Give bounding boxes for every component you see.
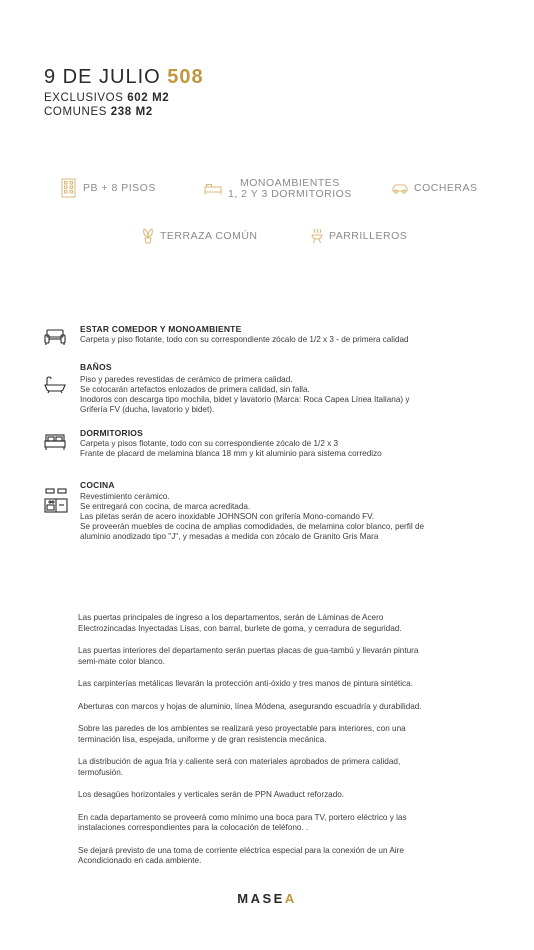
street-number: 508	[167, 66, 204, 88]
feature-text: Carpeta y piso flotante, todo con su correspondiente zócalo de 1/2 x 3 - de primera calidad	[80, 335, 409, 344]
note-paragraph: Las puertas interiores del departamento serán puertas placas de gua-tambú y llevarán pintura semi-mate color blanco.	[78, 646, 419, 666]
feature-text: Las piletas serán de acero inoxidable JOHNSON con grifería Mono-comando FV.	[80, 512, 375, 521]
street-name: 9 DE JULIO	[44, 66, 161, 88]
grill-icon	[311, 228, 323, 244]
feature-bathrooms	[44, 362, 494, 415]
kitchen-icon	[44, 488, 68, 519]
amenity-label: COCHERAS	[414, 182, 478, 194]
feature-bedrooms	[44, 428, 494, 459]
note-paragraph: Los desagües horizontales y verticales serán de PPN Awaduct reforzado.	[78, 790, 345, 799]
amenity-garage	[392, 183, 478, 194]
feature-living	[44, 324, 494, 345]
amenity-label: MONOAMBIENTES 1, 2 Y 3 DORMITORIOS	[228, 177, 352, 200]
feature-text: Carpeta y pisos flotante, todo con su correspondiente zócalo de 1/2 x 3	[80, 439, 339, 448]
amenity-label: PB + 8 PISOS	[83, 181, 156, 194]
note-paragraph: Sobre las paredes de los ambientes se realizará yeso proyectable para interiores, con una terminación lisa, espejada, uniforme y de gran resistencia mecánica.	[78, 724, 406, 744]
exclusive-area: EXCLUSIVOS 602 M2	[44, 92, 170, 104]
amenity-grill	[311, 228, 407, 244]
double-bed-icon	[44, 433, 66, 456]
feature-title: DORMITORIOS	[80, 428, 143, 438]
page-title	[44, 66, 204, 89]
amenity-label: PARRILLEROS	[329, 229, 408, 242]
sofa-icon	[44, 328, 66, 351]
note-paragraph: Las carpinterías metálicas llevarán la protección anti-óxido y tres manos de pintura sintética.	[78, 679, 413, 688]
bathtub-icon	[44, 376, 66, 399]
feature-text: Frante de placard de melamina blanca 18 mm y kit aluminio para sistema corredizo	[80, 449, 382, 458]
feature-text: Se proveerán muebles de cocina de amplias comodidades, de melamina color blanco, perfil de	[80, 522, 425, 531]
amenity-terrace	[142, 228, 258, 244]
specification-notes	[78, 613, 488, 879]
feature-text: Revestimiento cerámico.	[80, 492, 170, 501]
feature-text: Piso y paredes revestidas de cerámico de primera calidad.	[80, 375, 293, 384]
brand-logo: MASEA	[237, 891, 297, 906]
note-paragraph: Las puertas principales de ingreso a los departamentos, serán de Láminas de Acero Electrozincadas Inyectadas Lisas, con barral, burlete de goma, y cerradura de seguridad.	[78, 613, 402, 633]
note-paragraph: La distribución de agua fría y caliente será con materiales aprobados de primera calidad, termofusión.	[78, 757, 401, 777]
feature-text: Grifería FV (ducha, lavatorio y bidet).	[80, 405, 215, 414]
building-icon	[60, 178, 77, 198]
amenity-label: TERRAZA COMÚN	[160, 229, 258, 242]
feature-text: Se colocarán artefactos enlozados de primera calidad, sin falla.	[80, 385, 310, 394]
note-paragraph: Se dejará previsto de una toma de corriente eléctrica especial para la conexión de un Aire Acondicionado en cada ambiente.	[78, 845, 404, 865]
feature-kitchen	[44, 480, 494, 542]
plant-icon	[142, 228, 154, 244]
feature-title: COCINA	[80, 480, 115, 490]
amenity-floors	[60, 178, 156, 198]
feature-title: ESTAR COMEDOR Y MONOAMBIENTE	[80, 324, 242, 334]
feature-text: aluminio anodizado tipo "J", y mesadas a medida con zócalo de Granito Gris Mara	[80, 532, 379, 541]
bed-icon	[204, 183, 222, 195]
car-icon	[392, 183, 408, 194]
note-paragraph: Aberturas con marcos y hojas de aluminio, línea Módena, asegurando escuadría y durabilidad.	[78, 701, 422, 711]
feature-text: Se entregará con cocina, de marca acreditada.	[80, 502, 251, 511]
amenity-units	[204, 178, 352, 200]
feature-title: BAÑOS	[80, 362, 112, 372]
common-area: COMUNES 238 M2	[44, 106, 153, 118]
feature-text: Inodoros con descarga tipo mochila, bidet y lavatorio (Marca: Roca Capea Línea Italiana) y	[80, 395, 410, 404]
note-paragraph: En cada departamento se proveerá como mínimo una boca para TV, portero eléctrico y las instalaciones correspondientes para la colocación de teléfono. .	[78, 812, 407, 832]
